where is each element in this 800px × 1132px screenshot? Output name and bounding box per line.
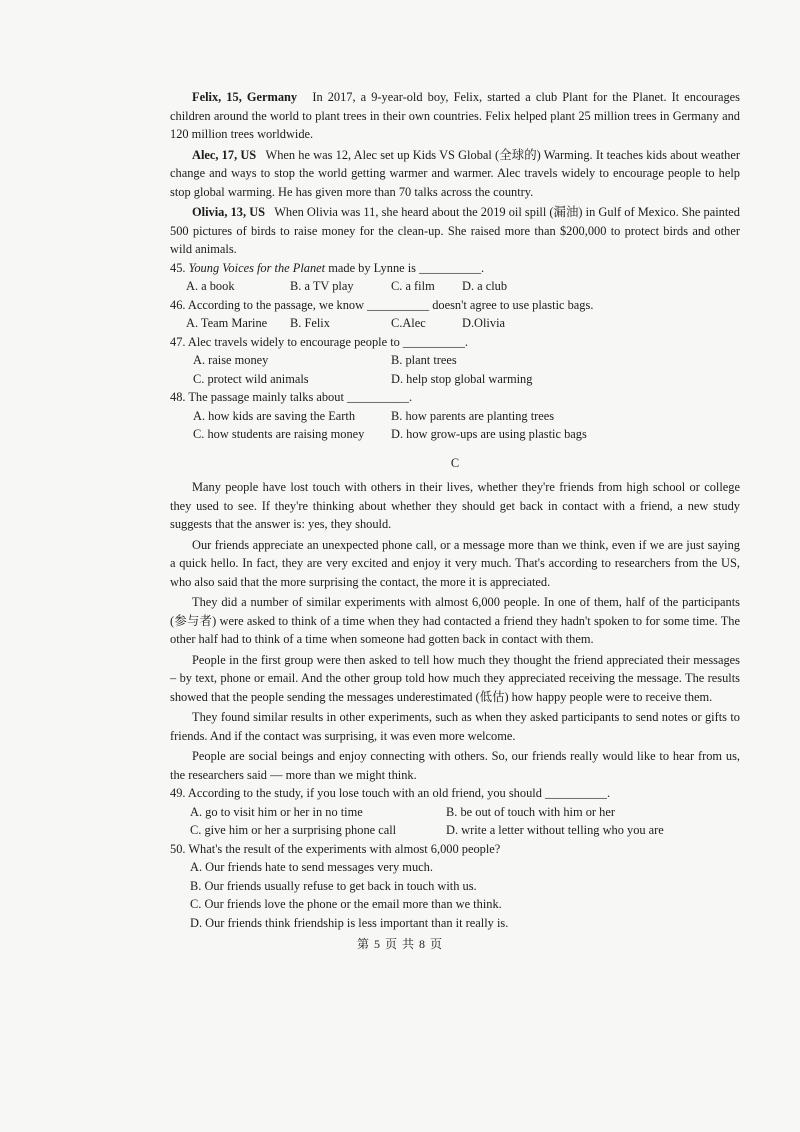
- option-a: A. Team Marine: [186, 316, 268, 330]
- option-b: B. be out of touch with him or her: [446, 804, 615, 819]
- question-48: 48. The passage mainly talks about __________.: [170, 390, 413, 404]
- question-50-option-d: [170, 914, 740, 933]
- question-47-options: [170, 351, 740, 370]
- profile-heading: Olivia, 13, US: [192, 205, 266, 219]
- question-46: 46. According to the passage, we know __________ doesn't agree to use plastic bags.: [170, 297, 594, 312]
- option-b: B. how parents are planting trees: [391, 408, 555, 423]
- question-50-option-c: [170, 895, 740, 914]
- question-45: [170, 259, 740, 278]
- exam-page: [170, 88, 740, 932]
- question-48-options: [170, 407, 740, 426]
- passage-paragraph: They found similar results in other experiments, such as when they asked participants to send notes or gifts to friends. And if the contact was surprising, it was even more welcome.: [170, 710, 740, 743]
- question-47: 47. Alec travels widely to encourage people to __________.: [170, 334, 468, 349]
- option-d: D. write a letter without telling who you are: [446, 823, 664, 837]
- question-47-options-2: [170, 370, 740, 389]
- profile-heading: Felix, 15, Germany: [192, 90, 298, 104]
- passage-paragraph: Our friends appreciate an unexpected phone call, or a message more than we think, even if we are just saying a quick hello. In fact, they are very excited and enjoy it very much. That's according to researchers from the US, who also said that the more surprising the contact, the more it is appreciated.: [170, 537, 740, 589]
- option-d: D.Olivia: [462, 316, 506, 330]
- option-a: A. go to visit him or her in no time: [190, 804, 363, 819]
- passage-paragraph: People are social beings and enjoy connecting with others. So, our friends really would like to hear from us, the researchers said — more than we might think.: [170, 749, 740, 782]
- question-50: 50. What's the result of the experiments with almost 6,000 people?: [170, 841, 501, 856]
- option-b: B. Felix: [290, 316, 330, 330]
- question-49-options-2: [170, 821, 740, 840]
- question-number: 45.: [170, 260, 186, 275]
- question-50-option-a: [170, 858, 740, 877]
- page-number-footer: 第 5 页 共 8 页: [356, 937, 443, 951]
- option-a: A. raise money: [193, 353, 269, 367]
- title-italic: Young Voices for the Planet: [188, 260, 326, 275]
- option-c: C. Our friends love the phone or the email more than we think.: [190, 897, 502, 911]
- profile-text: In 2017, a 9-year-old boy, Felix, started a club Plant for the Planet. It encourages children around the world to plant trees in their own countries. Felix helped plant 25 million trees in Germany and 120 million trees worldwide.: [170, 90, 740, 141]
- option-c: C. protect wild animals: [193, 371, 309, 386]
- question-stem: made by Lynne is __________.: [328, 260, 485, 275]
- option-d: D. how grow-ups are using plastic bags: [391, 427, 587, 441]
- question-49: 49. According to the study, if you lose touch with an old friend, you should __________.: [170, 786, 611, 800]
- profile-alec: [170, 146, 740, 202]
- profile-text: When he was 12, Alec set up Kids VS Global (全球的) Warming. It teaches kids about weather change and ways to stop the world getting warmer and warmer. Alec travels widely to encourage people to help stop global warming. He has given more than 70 talks across the country.: [170, 147, 740, 199]
- profile-heading: Alec, 17, US: [192, 147, 257, 162]
- option-d: D. help stop global warming: [391, 371, 533, 386]
- profile-olivia: [170, 203, 740, 259]
- passage-paragraph: They did a number of similar experiments with almost 6,000 people. In one of them, half of the participants (参与者) were asked to think of a time when they had contacted a friend they hadn't spoken to for some time. The other half had to think of a time when someone had gotten back in contact with them.: [170, 595, 740, 646]
- option-b: B. plant trees: [391, 353, 457, 367]
- option-a: A. a book: [186, 279, 235, 293]
- question-50-option-b: [170, 877, 740, 896]
- question-45-options: [170, 277, 740, 296]
- profile-felix: [170, 88, 740, 144]
- passage-paragraph: Many people have lost touch with others in their lives, whether they're friends from high school or college they used to see. If they're thinking about whether they should get back in contact with a friend, a new study suggests that the answer is: yes, they should.: [170, 480, 740, 531]
- option-d: D. Our friends think friendship is less important than it really is.: [190, 915, 509, 930]
- question-48-options-2: [170, 425, 740, 444]
- passage-paragraph: People in the first group were then asked to tell how much they thought the friend appreciated their messages – by text, phone or email. And the other group told how much they appreciated receiving the message. The results showed that the people sending the messages underestimated (低估) how happy people were to receive them.: [170, 652, 740, 704]
- question-49-options: [170, 803, 740, 822]
- profile-text: When Olivia was 11, she heard about the 2019 oil spill (漏油) in Gulf of Mexico. She painted 500 pictures of birds to raise money for the clean-up. She raised more than $200,000 to protect birds and other wild animals.: [170, 205, 740, 256]
- option-c: C. how students are raising money: [193, 427, 365, 441]
- option-a: A. how kids are saving the Earth: [193, 408, 356, 423]
- section-c-label: C: [450, 455, 460, 470]
- option-c: C. a film: [391, 279, 435, 293]
- option-d: D. a club: [462, 279, 508, 293]
- option-b: B. a TV play: [290, 279, 354, 293]
- option-b: B. Our friends usually refuse to get back in touch with us.: [190, 878, 477, 893]
- option-c: C. give him or her a surprising phone call: [190, 823, 397, 837]
- option-c: C.Alec: [391, 316, 426, 330]
- question-46-options: [170, 314, 740, 333]
- option-a: A. Our friends hate to send messages very much.: [190, 860, 433, 874]
